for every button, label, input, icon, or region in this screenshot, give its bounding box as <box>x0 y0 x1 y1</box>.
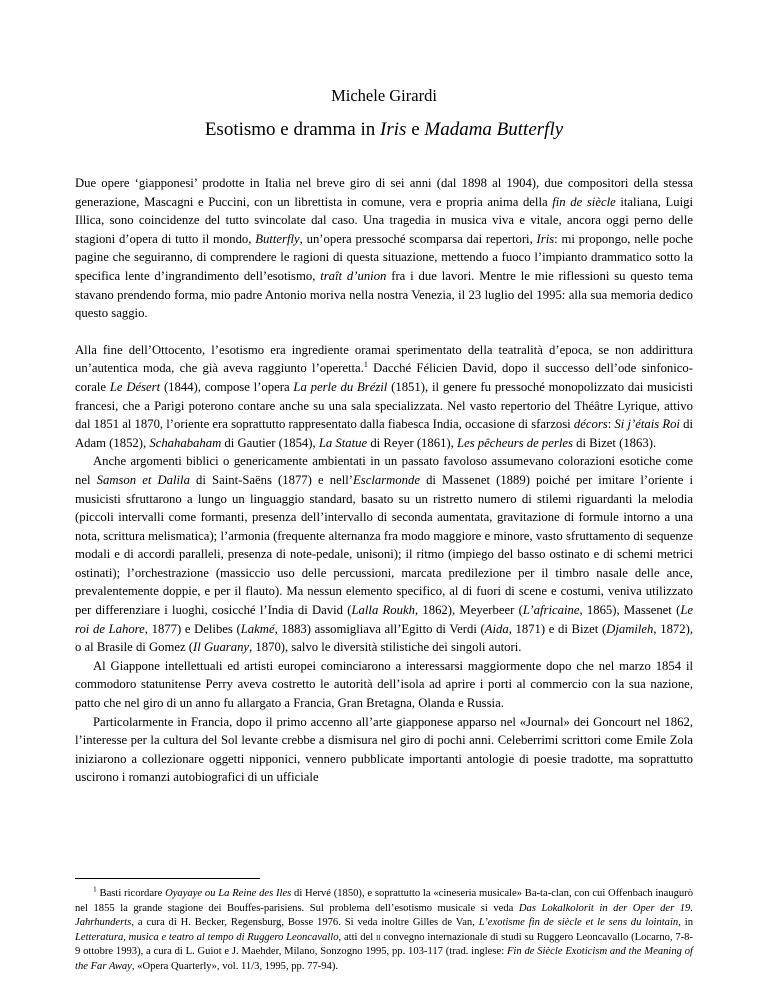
footnote-marker: 1 <box>93 884 97 894</box>
author-name: Michele Girardi <box>331 86 437 105</box>
title-middle: e <box>406 119 425 140</box>
text-run: fra i due lavori. Mentre le mie riflessioni su questo tema stavano prendendo forma, mio padre Antonio moriva nella nostra Venezia, il 23 luglio del 1995: alla sua memoria dedico questo saggio. <box>75 268 693 321</box>
text-run: italiana, Luigi Illica, sono coincidenze del tutto svincolate dal caso. Una tragedia in musica viva e vitale, ancora oggi perno delle stagioni d’opera di tutto il mondo, <box>75 194 693 246</box>
paragraph <box>75 713 693 787</box>
paragraph <box>75 657 693 713</box>
text-run: , «Opera Quarterly», vol. 11/3, 1995, pp. 77-94). <box>131 960 339 972</box>
footnote-separator <box>75 878 260 879</box>
text-run: , 1883) assomigliava all’Egitto di Verdi ( <box>274 621 485 636</box>
text-run: ii <box>375 931 381 943</box>
italic-text: Aida <box>484 621 509 636</box>
italic-text: La Statue <box>318 435 368 450</box>
text-run: di Saint-Saëns (1877) e nell’ <box>189 472 353 487</box>
italic-text: Il Guarany <box>193 640 250 655</box>
italic-text: traît d’union <box>320 268 387 283</box>
paragraph <box>75 341 693 453</box>
italic-text: Djamileh <box>606 621 654 636</box>
footnote-marker: 1 <box>363 360 368 370</box>
text-run: , 1870), salvo le diversità stilistiche dei singoli autori. <box>249 640 522 655</box>
italic-text: Letteratura, musica e teatro al tempo di Ruggero Leoncavallo <box>75 931 339 943</box>
italic-text: Butterfly <box>255 231 300 246</box>
text-run: Dacché Félicien David, dopo il successo dell’ode sinfonico-corale <box>75 361 693 394</box>
text-run: Al Giappone intellettuali ed artisti europei cominciarono a interessarsi maggiormente dopo che nel marzo 1854 il commodoro statunitense Perry aveva costretto le autorità dell’isola ad aprire i porti al commercio con la sua nazione, patto che nel giro di un anno fu allargato a Francia, Gran Bretagna, Olanda e Russia. <box>75 658 693 711</box>
italic-text: Le Désert <box>109 379 161 394</box>
paragraph <box>75 174 693 323</box>
footnote-1 <box>75 884 694 975</box>
text-run: di Adam (1852), <box>75 417 693 450</box>
text-run: di Gautier (1854), <box>221 435 319 450</box>
text-run: Due opere ‘giapponesi’ prodotte in Italia nel breve giro di sei anni (dal 1898 al 1904), due compositori della stessa generazione, Mascagni e Puccini, con un librettista in comune, vera e propria anima della <box>75 176 693 209</box>
italic-text: Samson et Dalila <box>96 472 190 487</box>
title-work-iris: Iris <box>380 119 407 140</box>
title-work-butterfly: Madama Butterfly <box>424 119 564 140</box>
italic-text: Lakmé <box>240 621 275 636</box>
italic-text: Lalla Roukh <box>351 603 415 618</box>
italic-text: Das Lokalkolorit in der Oper der 19. Jahrhunderts <box>75 902 694 929</box>
text-run: , 1877) e Delibes ( <box>144 621 241 636</box>
text-run: , in <box>678 917 693 929</box>
italic-text: L’exotisme fin de siècle et le sens du lointain <box>478 917 679 929</box>
text-run: Particolarmente in Francia, dopo il primo accenno all’arte giapponese apparso nel «Journal» dei Goncourt nel 1862, l’interesse per la cultura del Sol levante crebbe a dismisura nel giro di pochi anni. Celeberrimi scrittori come Emile Zola iniziarono a collezionare oggetti nipponici, vennero pubblicate importanti antologie di poesie tradotte, ma soprattutto uscirono i romanzi autobiografici di un ufficiale <box>75 714 693 785</box>
text-run: , un’opera pressoché scomparsa dai repertori, <box>299 231 537 246</box>
italic-text: Schahabaham <box>149 435 222 450</box>
italic-text: Oyayaye ou La Reine des Iles <box>165 888 292 899</box>
body-text <box>75 174 693 787</box>
text-run: , atti del <box>338 931 376 943</box>
text-run: Alla fine dell’Ottocento, l’esotismo era ingrediente oramai sperimentato della teatralità d’epoca, se non addirittura un’autentica moda, che già aveva raggiunto l’operetta. <box>75 342 693 376</box>
italic-text: Si j’étais Roi <box>614 417 680 432</box>
text-run: , 1865), Massenet ( <box>579 603 681 618</box>
italic-text: Esclarmonde <box>353 472 420 487</box>
text-run: di Hervé (1850), e soprattutto la «cineseria musicale» Ba-ta-clan, con cui Offenbach inaugurò nel 1855 la grande stagione dei Bouffes-parisiens. Sul problema dell’esotismo musicale si veda <box>75 888 693 914</box>
text-run: di Bizet (1863). <box>572 435 657 450</box>
text-run: di Massenet (1889) poiché per imitare l’oriente i musicisti sfruttarono a lungo un linguaggio standard, basato su un ristretto numero di stilemi riguardanti la melodia (piccoli intervalli come formanti, presenza dell’intervallo di seconda aumentata, gravitazione di formule intorno a una nota, scrittura melismatica); l’armonia (frequente alternanza fra modo maggiore e minore, vasto sfruttamento di sequenze modali e di accordi paralleli, presenza di note-pedale, unisoni); il ritmo (impiego del basso ostinato e di schemi metrici ostinati); l’orchestrazione (massiccio uso delle percussioni, marcata predilezione per il timbro nasale delle ance, prevalentemente doppie, e per il flauto). Ma nessun elemento specifico, al di fuori di scene e costumi, veniva utilizzato per differenziare i luoghi, cosicché l’India di David ( <box>75 472 693 618</box>
italic-text: décors <box>573 417 608 432</box>
text-run: Basti ricordare <box>96 888 166 899</box>
essay-title <box>75 119 693 141</box>
text-run: (1851), il genere fu pressoché monopolizzato dai musicisti francesi, che a Parigi poterono contare anche su una sala specializzata. Nel vasto repertorio del Théâtre Lyrique, attivo dal 1851 al 1870, l’oriente era soprattutto rappresentato dalla fiabesca India, occasione di sfarzosi <box>75 379 693 432</box>
text-run: , a cura di H. Becker, Regensburg, Bosse 1976. Si veda inoltre Gilles de Van, <box>131 917 479 929</box>
title-prefix: Esotismo e dramma in <box>204 119 381 140</box>
text-run: (1844), compose l’opera <box>160 379 294 394</box>
paragraph <box>75 452 693 657</box>
text-run: di Reyer (1861), <box>367 435 458 450</box>
italic-text: Iris <box>536 231 555 246</box>
text-run: convegno internazionale di studi su Ruggero Leoncavallo (Locarno, 7-8-9 ottobre 1993), a cura di L. Guiot e J. Maehder, Milano, Sonzogno 1995, pp. 103-117 (trad. inglese: <box>75 931 693 958</box>
italic-text: Fin de Siècle Exoticism and the Meaning of the Far Away <box>75 946 693 972</box>
text-run: Anche argomenti biblici o genericamente ambientati in un passato favoloso assumevano colorazioni esotiche come nel <box>75 454 693 487</box>
italic-text: L’africaine <box>522 603 580 618</box>
italic-text: La perle du Brézil <box>293 379 388 394</box>
italic-text: Le roi de Lahore <box>75 603 693 636</box>
text-run: , 1871) e di Bizet ( <box>508 621 607 636</box>
text-run: : mi propongo, nelle poche pagine che seguiranno, di comprendere le ragioni di questa situazione, mettendo a fuoco l’impianto drammatico sotto la specifica lente d’ingrandimento dell’esotismo, <box>75 231 693 283</box>
text-run: : <box>607 417 615 432</box>
text-run: , 1872), o al Brasile di Gomez ( <box>75 621 693 655</box>
text-run: , 1862), Meyerbeer ( <box>414 603 523 618</box>
italic-text: fin de siècle <box>552 194 616 209</box>
italic-text: Les pêcheurs de perles <box>457 435 573 450</box>
